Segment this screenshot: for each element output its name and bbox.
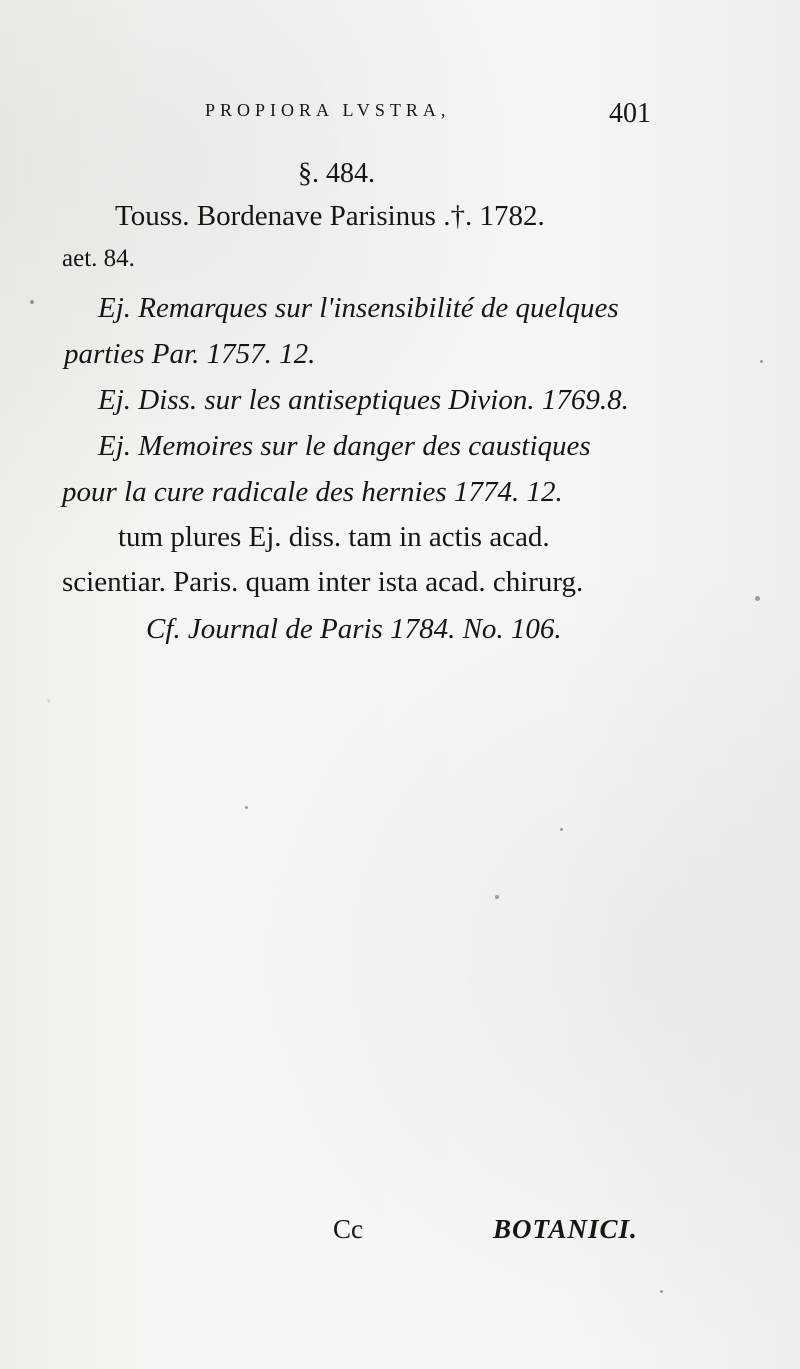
- entry-line-1-text: Touss. Bordenave Parisinus .†. 1782.: [115, 200, 545, 232]
- entry-line-10: [146, 613, 562, 646]
- entry-line-7: [62, 476, 563, 509]
- entry-line-2-text: aet. 84.: [62, 245, 135, 272]
- ink-speck: [560, 828, 563, 831]
- ink-speck: [660, 1290, 663, 1293]
- entry-line-10-text: Cf. Journal de Paris 1784. No. 106.: [146, 613, 562, 645]
- entry-line-4: [64, 338, 315, 371]
- entry-line-4-text: parties Par. 1757. 12.: [64, 338, 316, 370]
- entry-line-1: [115, 200, 545, 233]
- catchword: BOTANICI.: [493, 1214, 638, 1244]
- entry-line-2: [62, 245, 135, 273]
- entry-line-5: [98, 384, 629, 417]
- entry-line-6: [98, 430, 591, 463]
- ink-speck: [245, 806, 248, 809]
- show-through-text: .: [45, 680, 53, 708]
- running-head: PROPIORA LVSTRA,: [205, 100, 451, 120]
- section-number: §. 484.: [298, 158, 375, 189]
- ink-speck: [760, 360, 763, 363]
- ink-speck: [495, 895, 499, 899]
- entry-line-8-text: tum plures Ej. diss. tam in actis acad.: [118, 521, 550, 553]
- entry-line-6-text: Ej. Memoires sur le danger des caustiques: [98, 430, 591, 462]
- entry-line-8: [118, 521, 550, 554]
- entry-line-5-text: Ej. Diss. sur les antiseptiques Divion. 1769.8.: [98, 384, 629, 416]
- signature-mark: Cc: [333, 1214, 363, 1244]
- entry-line-7-text: pour la cure radicale des hernies 1774. 12.: [62, 476, 563, 508]
- entry-line-9-text: scientiar. Paris. quam inter ista acad. chirurg.: [62, 566, 584, 598]
- entry-line-3: [98, 292, 619, 325]
- entry-line-9: [62, 566, 583, 599]
- page-number: 401: [609, 98, 651, 129]
- page-header: [205, 100, 665, 134]
- ink-speck: [30, 300, 34, 304]
- entry-line-3-text: Ej. Remarques sur l'insensibilité de quelques: [98, 292, 619, 324]
- ink-speck: [755, 596, 760, 601]
